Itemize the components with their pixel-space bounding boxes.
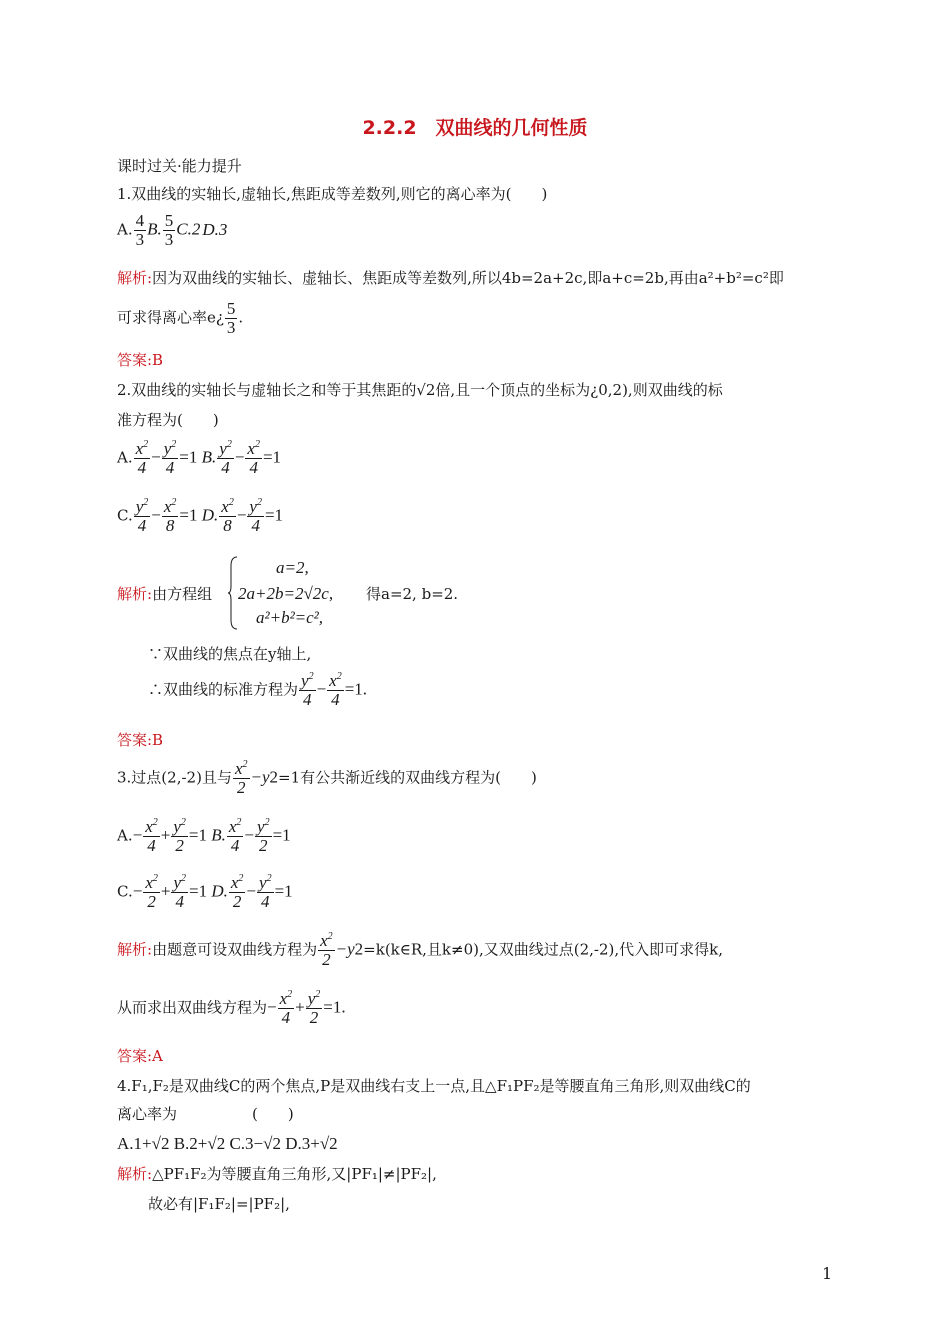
q2-analysis-line2: ∵双曲线的焦点在y轴上,	[148, 645, 312, 663]
q4-stem-line2: 离心率为 ( )	[117, 1105, 294, 1123]
q2-options-cd: C. $\frac{y^2}{4}$ − $\frac{x^2}{8}$ =1 D. $\frac{x^2}{8}$ − $\frac{y^2}{4}$ =1	[117, 497, 284, 535]
q3-stem: 3.过点(2,-2)且与 $\frac{x^2}{2}$ −y2=1有公共渐近线的双曲线方程为( )	[117, 759, 537, 797]
q1-stem: 1.双曲线的实轴长,虚轴长,焦距成等差数列,则它的离心率为( )	[117, 185, 548, 203]
q1-option-b-label: B.	[147, 219, 162, 239]
q1-answer: 答案:B	[117, 351, 164, 369]
q2-system-eq3: a²+b²=c²,	[256, 608, 324, 627]
q2-analysis-result: 得a=2, b=2.	[366, 585, 459, 603]
q3-analysis-label: 解析:	[117, 940, 153, 959]
q1-option-c: C.2	[176, 219, 201, 239]
q2-stem-line2: 准方程为( )	[117, 411, 219, 429]
q1-eccentricity-fraction: $\frac{5}{3}$	[226, 299, 236, 337]
q1-option-d: D.3	[202, 219, 228, 239]
q3-options-cd: C.− $\frac{x^2}{2}$ + $\frac{y^2}{4}$ =1 D. $\frac{x^2}{2}$ − $\frac{y^2}{4}$ =1	[117, 873, 293, 911]
page-title: 2.2.2 双曲线的几何性质	[362, 117, 588, 139]
q4-analysis-label: 解析:	[117, 1165, 153, 1183]
q1-analysis: 解析:因为双曲线的实轴长、虚轴长、焦距成等差数列,所以4b=2a+2c,即a+c=2b,再由a²+b²=c²即	[117, 269, 784, 287]
q2-system-eq1: a=2,	[276, 558, 309, 577]
q2-analysis-line3: ∴双曲线的标准方程为 $\frac{y^2}{4}$ − $\frac{x^2}{4}$ =1.	[148, 671, 368, 709]
q3-analysis-line2: 从而求出双曲线方程为− $\frac{x^2}{4}$ + $\frac{y^2}{2}$ =1.	[117, 989, 346, 1027]
q2-answer: 答案:B	[117, 731, 164, 749]
q1-analysis-label: 解析:	[117, 269, 153, 287]
page-number: 1	[822, 1264, 833, 1283]
q3-analysis: 解析:由题意可设双曲线方程为 $\frac{x^2}{2}$ −y2=k(k∈R,且k≠0),又双曲线过点(2,-2),代入即可求得k,	[117, 931, 723, 969]
q3-options-ab: A.− $\frac{x^2}{4}$ + $\frac{y^2}{2}$ =1 B. $\frac{x^2}{4}$ − $\frac{y^2}{2}$ =1	[117, 817, 291, 855]
q2-options-ab: A. $\frac{x^2}{4}$ − $\frac{y^2}{4}$ =1 B. $\frac{y^2}{4}$ − $\frac{x^2}{4}$ =1	[117, 439, 282, 477]
q1-option-b-fraction: $\frac{5}{3}$	[164, 211, 174, 249]
q4-stem-line1: 4.F₁,F₂是双曲线C的两个焦点,P是双曲线右支上一点,且△F₁PF₂是等腰直角三角形,则双曲线C的	[117, 1077, 751, 1095]
q1-option-a-label: A.	[117, 220, 133, 239]
q4-options: A.1+√2 B.2+√2 C.3−√2 D.3+√2	[117, 1134, 338, 1153]
q1-option-a-fraction: $\frac{4}{3}$	[135, 211, 145, 249]
q2-system-brace	[228, 556, 238, 630]
q4-analysis: 解析:△PF₁F₂为等腰直角三角形,又|PF₁|≠|PF₂|,	[117, 1165, 437, 1183]
q1-analysis-line2: 可求得离心率e¿ $\frac{5}{3}$ .	[117, 299, 244, 337]
q2-analysis-label: 解析:	[117, 585, 153, 603]
q2-stem-line1: 2.双曲线的实轴长与虚轴长之和等于其焦距的√2倍,且一个顶点的坐标为¿0,2),则双曲线的标	[117, 381, 723, 399]
section-label: 课时过关·能力提升	[117, 157, 242, 175]
q3-answer: 答案:A	[117, 1047, 163, 1065]
q2-system-eq2: 2a+2b=2√2c,	[238, 584, 334, 603]
q1-options	[117, 212, 227, 249]
q4-analysis-line2: 故必有|F₁F₂|=|PF₂|,	[148, 1195, 290, 1213]
q2-analysis: 解析:由方程组	[117, 585, 213, 603]
